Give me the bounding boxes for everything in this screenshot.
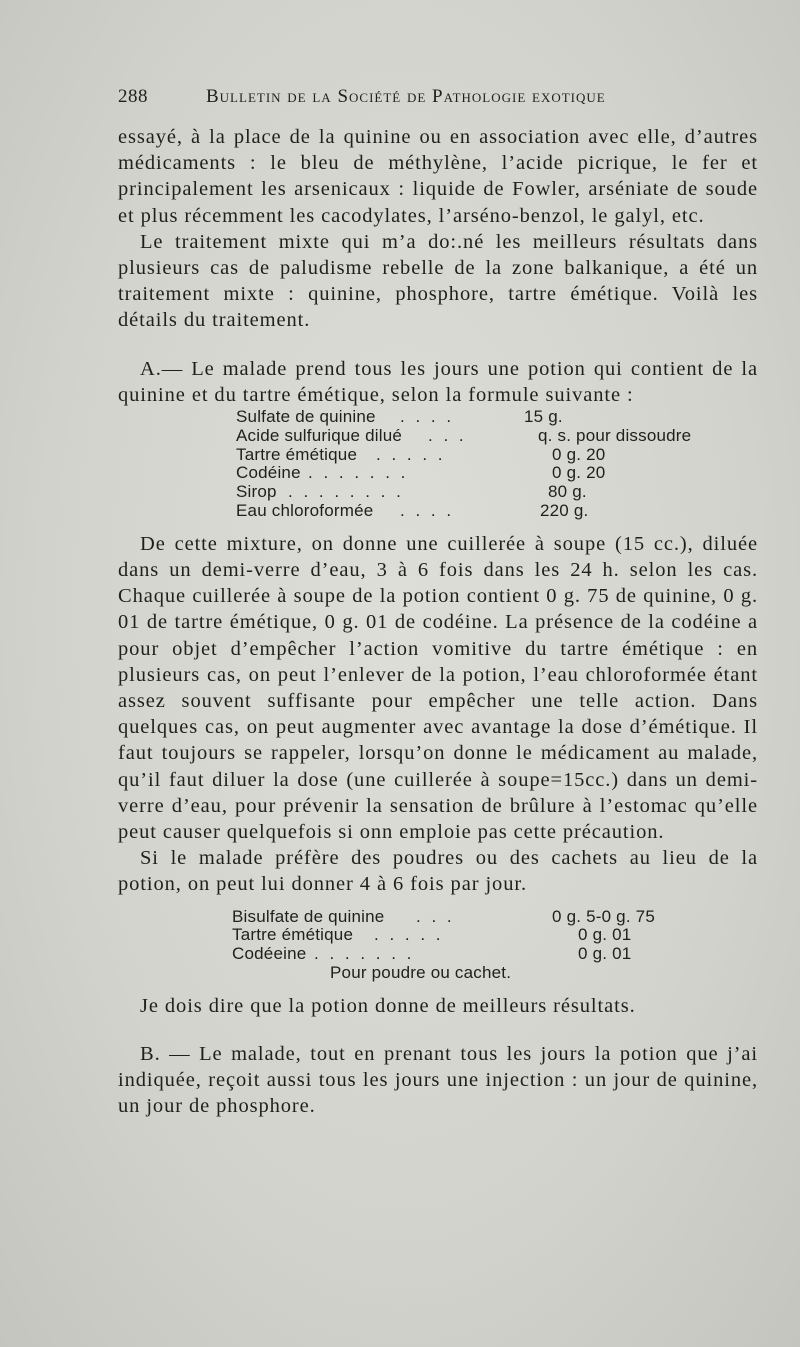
formula-note: Pour poudre ou cachet. bbox=[330, 963, 512, 983]
dot-leader: . . . . . bbox=[374, 925, 444, 945]
ingredient-name: Codéeine bbox=[232, 944, 307, 964]
powder-formula bbox=[118, 908, 758, 983]
formula-row bbox=[118, 483, 758, 502]
formula-row bbox=[118, 427, 758, 446]
ingredient-name: Sirop bbox=[236, 482, 277, 502]
page-header bbox=[118, 86, 678, 116]
paragraph-powders: Si le malade préfère des poudres ou des cachets au lieu de la potion, on peut lui donner 4 à 6 fois par jour. bbox=[118, 847, 758, 896]
paragraph-dosage: De cette mixture, on donne une cuillerée à soupe (15 cc.), diluée dans un demi-verre d’eau, 3 à 6 fois dans les 24 h. selon les cas. Chaque cuillerée à soupe de la potion contient 0 g. 75 de quinine, 0 g. 01 de tartre émétique, 0 g. 01 de codéine. La présence de la codéine a pour objet d’empêcher l’action vomitive du tartre émétique : en plusieurs cas, on peut l’enlever de la potion, l’eau chloroformée étant assez souvent suffisante pour empêcher une telle action. Dans quelques cas, on peut augmenter avec avantage la dose d’émétique. Il faut toujours se rappeler, lorsqu’on donne le médicament au malade, qu’il faut diluer la dose (une cuillerée à soupe=15cc.) dans un demi-verre d’eau, pour prévenir la sensation de brûlure à l’estomac qu’elle peut causer quelquefois si onn emploie pas cette précaution. bbox=[118, 532, 758, 844]
paragraph-conclusion: Je dois dire que la potion donne de meilleurs résultats. bbox=[140, 994, 636, 1017]
dot-leader: . . . . . bbox=[376, 444, 446, 464]
paragraph-continued: essayé, à la place de la quinine ou en association avec elle, d’autres médicaments : le bleu de méthylène, l’acide picrique, le fer et principalement les arsenicaux : liquide de Fowler, arséniate de soude et plus récemment les cacodylates, l’arséno-benzol, le galyl, etc. bbox=[118, 126, 758, 227]
ingredient-quantity: 15 g. bbox=[524, 407, 563, 427]
ingredient-name: Codéine bbox=[236, 463, 301, 483]
formula-row bbox=[118, 502, 758, 521]
paragraph-section-a: A.— Le malade prend tous les jours une potion qui contient de la quinine et du tartre émétique, selon la formule suivante : bbox=[118, 357, 758, 406]
ingredient-name: Sulfate de quinine bbox=[236, 407, 376, 427]
running-title: Bulletin de la Société de Pathologie exotique bbox=[206, 86, 606, 107]
potion-formula bbox=[118, 408, 758, 521]
dot-leader: . . . bbox=[428, 425, 467, 445]
ingredient-quantity: 220 g. bbox=[540, 501, 589, 521]
paragraph-section-b: B. — Le malade, tout en prenant tous les jours la potion que j’ai indiquée, reçoit aussi tous les jours une injection : un jour de quinine, un jour de phosphore. bbox=[118, 1043, 758, 1118]
formula-row bbox=[118, 408, 758, 427]
dot-leader: . . . . . . . . bbox=[288, 482, 404, 502]
ingredient-name: Tartre émétique bbox=[236, 444, 358, 464]
formula-row bbox=[118, 446, 758, 465]
ingredient-quantity: 0 g. 01 bbox=[578, 925, 632, 945]
formula-row bbox=[118, 908, 758, 927]
dot-leader: . . . . bbox=[400, 501, 455, 521]
ingredient-quantity: 0 g. 20 bbox=[552, 463, 606, 483]
formula-row bbox=[118, 945, 758, 964]
dot-leader: . . . . . . . bbox=[314, 944, 415, 964]
ingredient-quantity: 80 g. bbox=[548, 482, 587, 502]
body-text bbox=[118, 124, 758, 1120]
paragraph-mixed-treatment: Le traitement mixte qui m’a do:.né les meilleurs résultats dans plusieurs cas de paludisme rebelle de la zone balkanique, a été un traitement mixte : quinine, phosphore, tartre émétique. Voilà les détails du traitement. bbox=[118, 230, 758, 332]
dot-leader: . . . . . . . bbox=[308, 463, 409, 483]
formula-row bbox=[118, 926, 758, 945]
page-number: 288 bbox=[118, 86, 148, 107]
dot-leader: . . . . bbox=[400, 407, 455, 427]
ingredient-quantity: 0 g. 5-0 g. 75 bbox=[552, 906, 655, 926]
dot-leader: . . . bbox=[416, 906, 455, 926]
ingredient-name: Bisulfate de quinine bbox=[232, 906, 385, 926]
ingredient-name: Tartre émétique bbox=[232, 925, 354, 945]
ingredient-name: Eau chloroformée bbox=[236, 501, 374, 521]
ingredient-name: Acide sulfurique dilué bbox=[236, 425, 402, 445]
ingredient-quantity: q. s. pour dissoudre bbox=[538, 425, 692, 445]
formula-row bbox=[118, 464, 758, 483]
ingredient-quantity: 0 g. 20 bbox=[552, 444, 606, 464]
ingredient-quantity: 0 g. 01 bbox=[578, 944, 632, 964]
